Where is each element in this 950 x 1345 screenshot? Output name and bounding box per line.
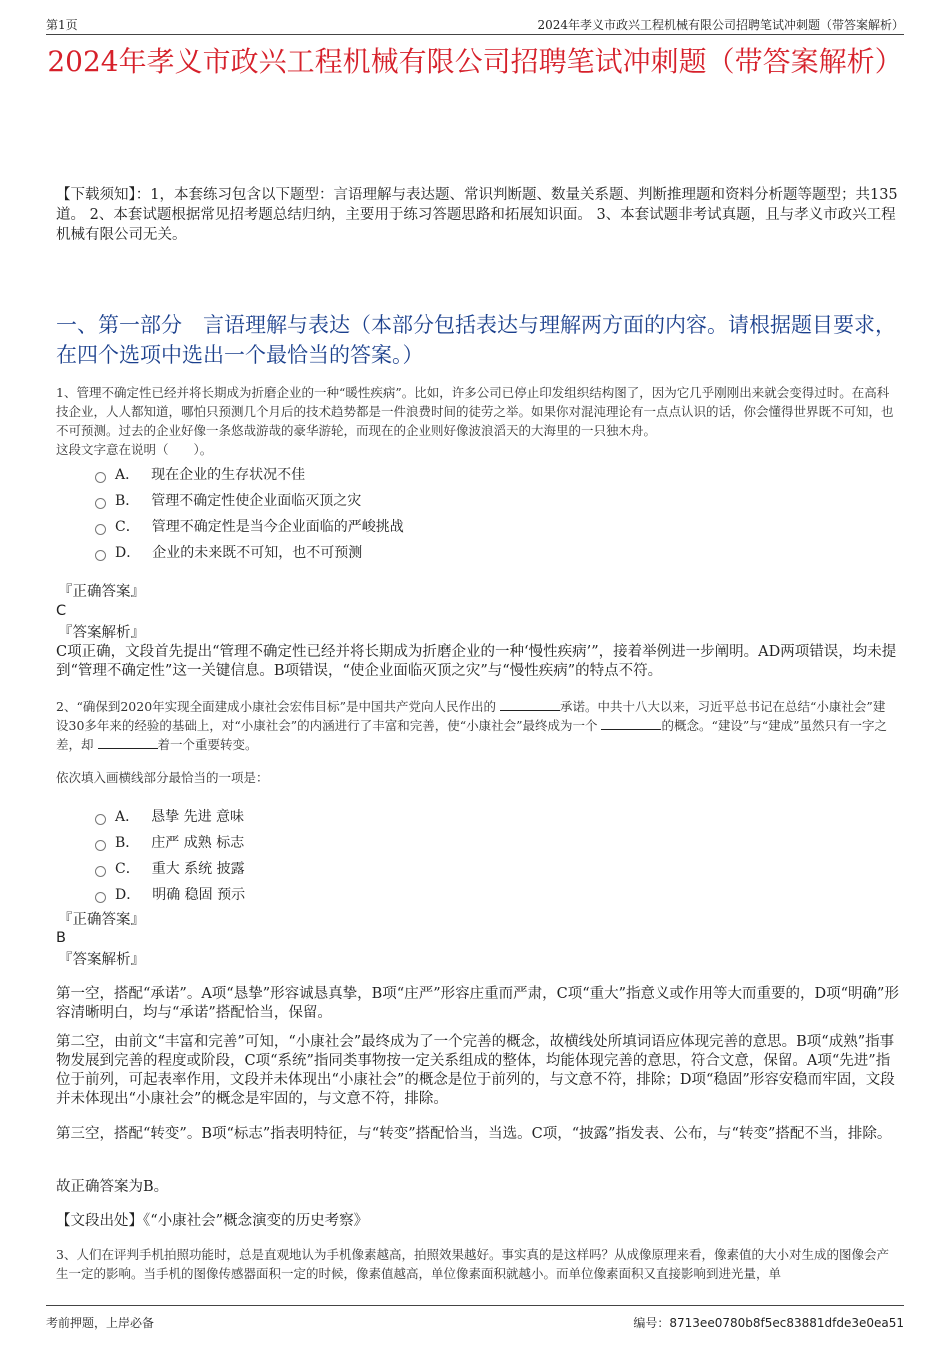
analysis-paragraph-2: 第二空，由前文“丰富和完善”可知，“小康社会”最终成为了一个完善的概念，故横线处所填词语应体现完善的意思。B项“成熟”指事物发展到完善的程度或阶段，C项“系统”指同类事物按一定关系组成的整体，均能体现完善的意思，符合文意，保留。A项“先进”指位于前列，可起表率作用，文段并未体现出“小康社会”的概念是位于前列的，与文意不符，排除；D项“稳固”形容安稳而牢固，文段并未体现出“小康社会”的概念是牢固的，与文意不符，排除。	[56, 1034, 895, 1107]
page-number: 第1页	[46, 18, 78, 32]
question-1-analysis: C项正确，文段首先提出“管理不确定性已经并将长期成为折磨企业的一种‘慢性疾病’”，接着举例进一步阐明。AD两项错误，均未提到“管理不确定性”这一关键信息。B项错误，“使企业面临灭顶之灾”与“慢性疾病”的特点不符。	[56, 644, 897, 679]
option-d[interactable]: D． 企业的未来既不可知，也不可预测	[95, 539, 595, 565]
radio-icon[interactable]	[95, 866, 106, 877]
question-2-options	[95, 803, 595, 907]
option-c[interactable]: C． 管理不确定性是当今企业面临的严峻挑战	[95, 513, 595, 539]
radio-icon[interactable]	[95, 524, 106, 535]
section-title: 一、第一部分 言语理解与表达（本部分包括表达与理解两方面的内容。请根据题目要求，在四个选项中选出一个最恰当的答案。）	[56, 313, 896, 367]
question-1-body: 1、管理不确定性已经并将长期成为折磨企业的一种“暖性疾病”。比如，许多公司已停止印发组织结构图了，因为它几乎刚刚出来就会变得过时。在高科技企业，人人都知道，哪怕只预测几个月后的技术趋势都是一件浪费时间的徒劳之举。如果你对混沌理论有一点点认识的话，你会懂得世界既不可知，也不可预测。过去的企业好像一条悠哉游哉的豪华游轮，而现在的企业则好像波浪滔天的大海里的一只独木舟。	[56, 385, 894, 438]
question-1-options	[95, 461, 595, 565]
header-doc-title: 2024年孝义市政兴工程机械有限公司招聘笔试冲刺题（带答案解析）	[537, 18, 904, 32]
analysis-label: 『答案解析』	[58, 625, 145, 641]
question-2-text: 2、“确保到2020年实现全面建成小康社会宏伟目标”是中国共产党向人民作出的 承诺。中共十八大以来，习近平总书记在总结“小康社会”建设30多年来的经验的基础上，对“小康社会”的内涵进行了丰富和完善，使“小康社会”最终成为一个 的概念。“建设”与“建成”虽然只有一字之差，却 着一个重要转变。	[56, 699, 888, 752]
blank-3	[98, 736, 158, 749]
footer-code: 编号：8713ee0780b8f5ec83881dfde3e0ea51	[633, 1316, 904, 1330]
question-3-text: 3、人们在评判手机拍照功能时，总是直观地认为手机像素越高，拍照效果越好。事实真的是这样吗？从成像原理来看，像素值的大小对生成的图像会产生一定的影响。当手机的图像传感器面积一定的时候，像素值越高，单位像素面积就越小。而单位像素面积又直接影响到进光量，单	[56, 1247, 889, 1281]
radio-icon[interactable]	[95, 498, 106, 509]
correct-answer-value: B	[56, 930, 66, 946]
correct-answer-value: C	[56, 603, 67, 619]
analysis-conclusion: 故正确答案为B。	[56, 1179, 169, 1195]
option-b[interactable]: B． 管理不确定性使企业面临灭顶之灾	[95, 487, 595, 513]
option-a[interactable]: A． 恳挚 先进 意味	[95, 803, 595, 829]
option-c[interactable]: C． 重大 系统 披露	[95, 855, 595, 881]
analysis-paragraph-3: 第三空，搭配“转变”。B项“标志”指表明特征，与“转变”搭配恰当，当选。C项，“披露”指发表、公布，与“转变”搭配不当，排除。	[56, 1126, 892, 1142]
radio-icon[interactable]	[95, 814, 106, 825]
blank-1	[500, 698, 560, 711]
radio-icon[interactable]	[95, 892, 106, 903]
page-footer	[46, 1305, 904, 1330]
page-title: 2024年孝义市政兴工程机械有限公司招聘笔试冲刺题（带答案解析）	[47, 45, 903, 78]
option-b[interactable]: B． 庄严 成熟 标志	[95, 829, 595, 855]
radio-icon[interactable]	[95, 840, 106, 851]
analysis-label: 『答案解析』	[58, 952, 145, 968]
correct-answer-label: 『正确答案』	[58, 584, 145, 600]
radio-icon[interactable]	[95, 550, 106, 561]
option-d[interactable]: D． 明确 稳固 预示	[95, 881, 595, 907]
radio-icon[interactable]	[95, 472, 106, 483]
question-2-stem: 依次填入画横线部分最恰当的一项是：	[56, 770, 269, 785]
page-header	[46, 14, 904, 35]
option-a[interactable]: A． 现在企业的生存状况不佳	[95, 461, 595, 487]
analysis-paragraph-1: 第一空，搭配“承诺”。A项“恳挚”形容诚恳真挚，B项“庄严”形容庄重而严肃，C项“重大”指意义或作用等大而重要的，D项“明确”形容清晰明白，均与“承诺”搭配恰当，保留。	[56, 986, 899, 1021]
question-1-text	[56, 383, 896, 459]
footer-slogan: 考前押题，上岸必备	[46, 1316, 155, 1330]
correct-answer-label: 『正确答案』	[58, 912, 145, 928]
question-1-stem: 这段文字意在说明（ ）。	[56, 442, 213, 457]
blank-2	[601, 717, 661, 730]
source-note: 【文段出处】《“小康社会”概念演变的历史考察》	[56, 1213, 369, 1229]
download-notice: 【下载须知】：1，本套练习包含以下题型：言语理解与表达题、常识判断题、数量关系题、判断推理题和资料分析题等题型；共135道。 2、本套试题根据常见招考题总结归纳，主要用于练习答题思路和拓展知识面。 3、本套试题非考试真题，且与孝义市政兴工程机械有限公司无关。	[56, 187, 898, 243]
